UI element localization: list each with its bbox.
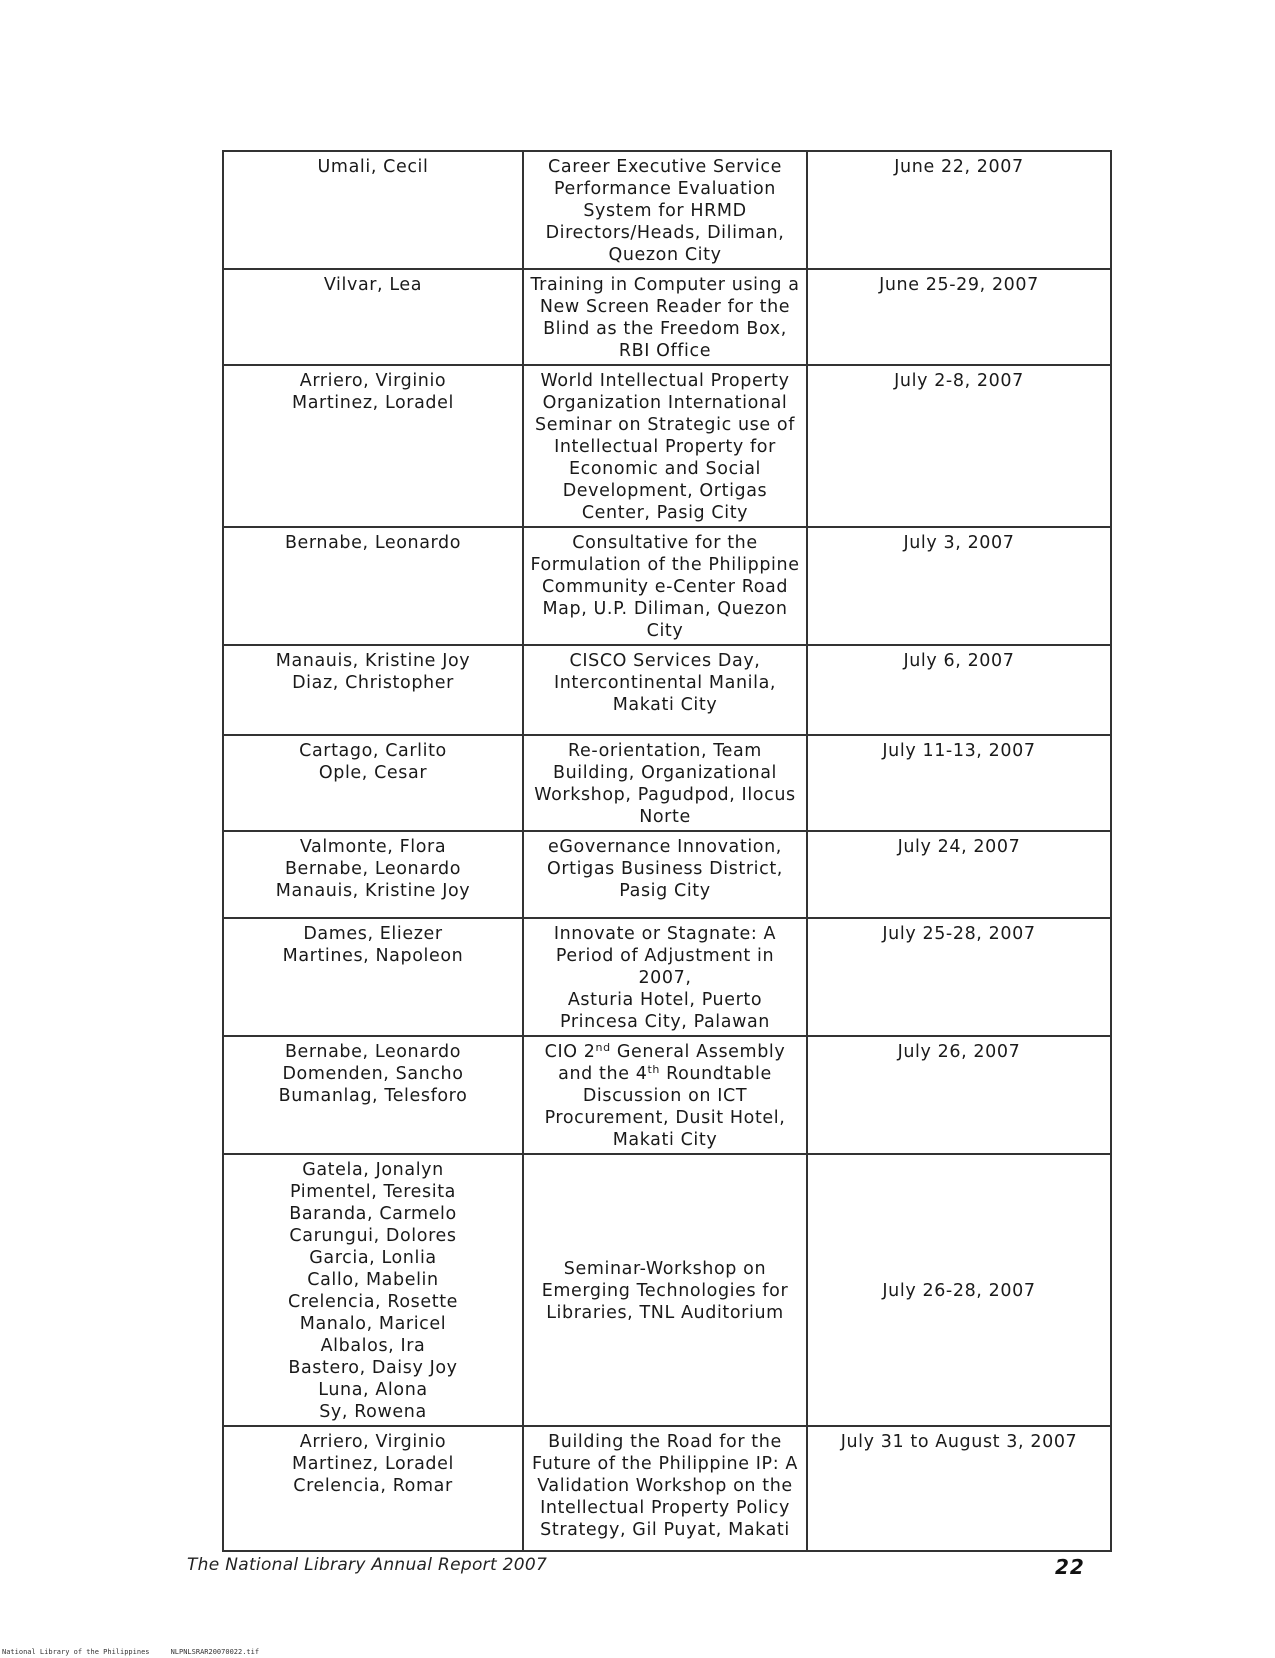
table-row [223, 1426, 1111, 1551]
event-date: July 6, 2007 [807, 645, 1111, 735]
table-row [223, 918, 1111, 1036]
event-text-part: General Assembly and the 4 [558, 1042, 786, 1084]
event-description: Seminar-Workshop on Emerging Technologies for Libraries, TNL Auditorium [523, 1154, 807, 1426]
table-row [223, 735, 1111, 831]
event-date: July 2-8, 2007 [807, 365, 1111, 527]
attendee-names: Manauis, Kristine Joy Diaz, Christopher [223, 645, 523, 735]
report-title-footer: The National Library Annual Report 2007 [187, 1555, 548, 1575]
attendee-names: Dames, Eliezer Martines, Napoleon [223, 918, 523, 1036]
event-date: July 31 to August 3, 2007 [807, 1426, 1111, 1551]
event-description: Innovate or Stagnate: A Period of Adjustment in 2007, Asturia Hotel, Puerto Princesa City, Palawan [523, 918, 807, 1036]
event-text-part: CIO 2 [544, 1042, 596, 1062]
event-description [523, 1036, 807, 1154]
event-date: July 3, 2007 [807, 527, 1111, 645]
table-row [223, 527, 1111, 645]
event-description: Consultative for the Formulation of the Philippine Community e-Center Road Map, U.P. Diliman, Quezon City [523, 527, 807, 645]
event-description: World Intellectual Property Organization International Seminar on Strategic use of Intellectual Property for Economic and Social Development, Ortigas Center, Pasig City [523, 365, 807, 527]
scan-source-label: National Library of the Philippines NLPNLSRAR20070022.tif [2, 1648, 260, 1656]
table-row [223, 365, 1111, 527]
attendee-names: Arriero, Virginio Martinez, Loradel Crelencia, Romar [223, 1426, 523, 1551]
table-row [223, 269, 1111, 365]
attendee-names: Umali, Cecil [223, 151, 523, 269]
table-row [223, 151, 1111, 269]
event-description: Training in Computer using a New Screen Reader for the Blind as the Freedom Box, RBI Office [523, 269, 807, 365]
table-row [223, 1036, 1111, 1154]
table-row [223, 831, 1111, 918]
ordinal-superscript: th [647, 1063, 660, 1076]
event-date: June 25-29, 2007 [807, 269, 1111, 365]
event-description: eGovernance Innovation, Ortigas Business District, Pasig City [523, 831, 807, 918]
attendee-names: Arriero, Virginio Martinez, Loradel [223, 365, 523, 527]
page-number: 22 [1055, 1555, 1085, 1579]
ordinal-superscript: nd [595, 1041, 611, 1054]
event-date: July 11-13, 2007 [807, 735, 1111, 831]
attendee-names: Bernabe, Leonardo Domenden, Sancho Bumanlag, Telesforo [223, 1036, 523, 1154]
event-description: Career Executive Service Performance Evaluation System for HRMD Directors/Heads, Diliman, Quezon City [523, 151, 807, 269]
event-description: Building the Road for the Future of the Philippine IP: A Validation Workshop on the Intellectual Property Policy Strategy, Gil Puyat, Makati [523, 1426, 807, 1551]
attendee-names: Bernabe, Leonardo [223, 527, 523, 645]
attendee-names: Vilvar, Lea [223, 269, 523, 365]
attendee-names: Gatela, Jonalyn Pimentel, Teresita Baranda, Carmelo Carungui, Dolores Garcia, Lonlia Callo, Mabelin Crelencia, Rosette Manalo, Maricel Albalos, Ira Bastero, Daisy Joy Luna, Alona Sy, Rowena [223, 1154, 523, 1426]
table-row [223, 1154, 1111, 1426]
table-row [223, 645, 1111, 735]
event-date: July 26, 2007 [807, 1036, 1111, 1154]
event-description: CISCO Services Day, Intercontinental Manila, Makati City [523, 645, 807, 735]
event-date: July 24, 2007 [807, 831, 1111, 918]
event-text-part: Roundtable Discussion on ICT Procurement, Dusit Hotel, Makati City [544, 1064, 786, 1150]
event-description: Re-orientation, Team Building, Organizational Workshop, Pagudpod, Ilocus Norte [523, 735, 807, 831]
attendee-names: Cartago, Carlito Ople, Cesar [223, 735, 523, 831]
event-date: July 26-28, 2007 [807, 1154, 1111, 1426]
attendee-names: Valmonte, Flora Bernabe, Leonardo Manauis, Kristine Joy [223, 831, 523, 918]
training-attendance-table [222, 150, 1112, 1552]
event-date: June 22, 2007 [807, 151, 1111, 269]
event-date: July 25-28, 2007 [807, 918, 1111, 1036]
